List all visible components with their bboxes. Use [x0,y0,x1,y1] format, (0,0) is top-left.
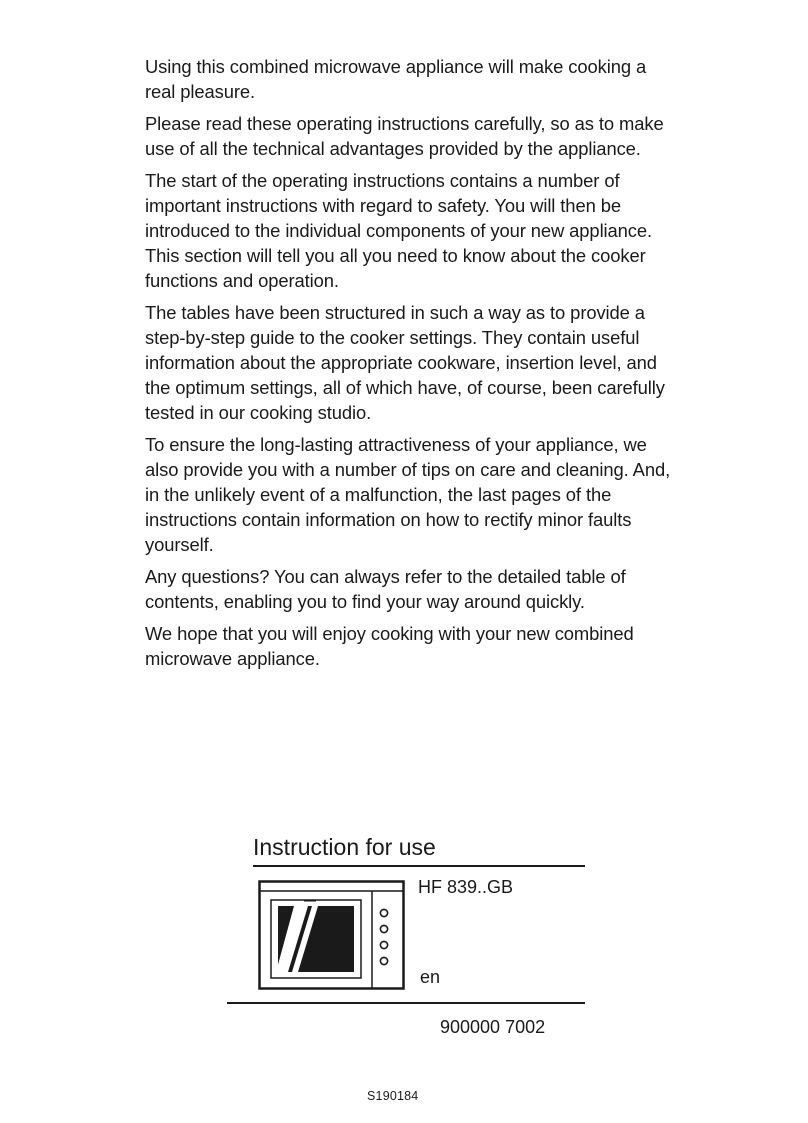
model-number: HF 839..GB [418,877,514,897]
document-code: S190184 [367,1089,419,1103]
intro-text [145,54,680,678]
intro-paragraph-4: The tables have been structured in such a way as to provide a step-by-step guide to the cooker settings. They contain useful information about the appropriate cookware, insertion level, and the optimum settings, all of which have, of course, been carefully tested in our cooking studio. [145,302,665,423]
intro-paragraph-7: We hope that you will enjoy cooking with your new combined microwave appliance. [145,623,634,669]
part-number: 900000 7002 [440,1017,546,1037]
intro-paragraph-6: Any questions? You can always refer to the detailed table of contents, enabling you to find your way around quickly. [145,566,626,612]
intro-paragraph-1: Using this combined microwave appliance will make cooking a real pleasure. [145,56,647,102]
intro-paragraph-2: Please read these operating instructions carefully, so as to make use of all the technical advantages provided by the appliance. [145,113,664,159]
intro-paragraph-3: The start of the operating instructions contains a number of important instructions with regard to safety. You will then be introduced to the individual components of your new appliance. This section will tell you all you need to know about the cooker functions and operation. [145,170,653,291]
language-code: en [420,967,441,987]
cover-title: Instruction for use [253,834,436,860]
cover-divider [227,1002,585,1004]
intro-paragraph-5: To ensure the long-lasting attractiveness of your appliance, we also provide you with a number of tips on care and cleaning. And, in the unlikely event of a malfunction, the last pages of the instructions contain information on how to rectify minor faults yourself. [145,434,671,555]
title-divider [253,865,585,867]
microwave-oven-icon [258,880,405,990]
